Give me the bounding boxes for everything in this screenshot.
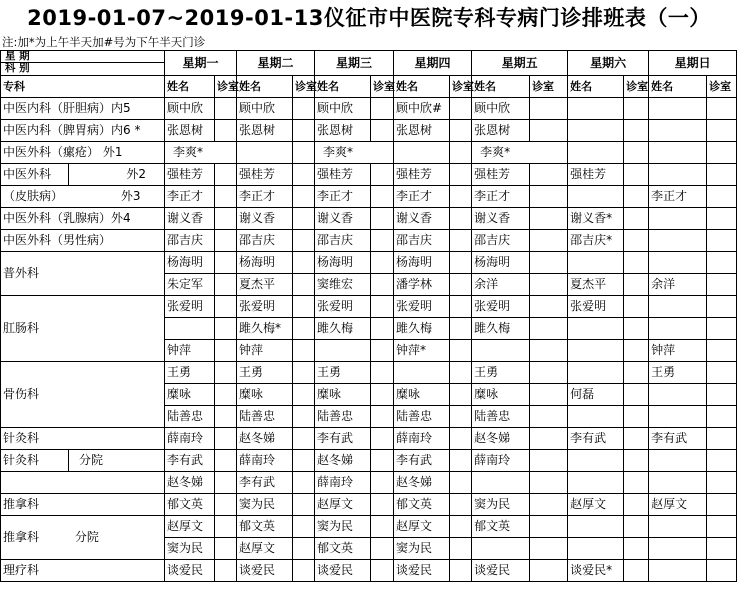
table-row — [1, 296, 737, 318]
schedule-table — [0, 50, 737, 582]
doctor-cell: 赵厚文 — [165, 516, 215, 538]
doctor-cell: 谢义香* — [568, 208, 624, 230]
doctor-cell: 余洋 — [649, 274, 707, 296]
header-days-row — [1, 51, 737, 76]
doctor-cell: 强桂芳 — [315, 164, 371, 186]
dept-cell: 针灸科 — [1, 450, 69, 472]
room-header: 诊室 — [450, 76, 472, 98]
dept-branch: 分院 — [74, 530, 99, 544]
doctor-cell: 杨海明 — [472, 252, 530, 274]
doctor-cell: 窦为民 — [165, 538, 215, 560]
doctor-cell: 薛南玲 — [165, 428, 215, 450]
doctor-cell: 何磊 — [568, 384, 624, 406]
doctor-cell: 顾中欣# — [394, 98, 450, 120]
doctor-cell: 杨海明 — [165, 252, 215, 274]
header-corner — [1, 51, 165, 76]
doctor-cell: 朱定军 — [165, 274, 215, 296]
header-subcolumns-row — [1, 76, 737, 98]
doctor-cell: 李有武 — [315, 428, 371, 450]
dept-cell — [1, 516, 165, 560]
doctor-cell: 窦为民 — [237, 494, 293, 516]
table-row — [1, 142, 737, 164]
doctor-cell: 郁文英 — [315, 538, 371, 560]
dept-room: 外3 — [120, 189, 141, 203]
name-header: 姓名 — [394, 76, 450, 98]
doctor-cell: 邵吉庆 — [315, 230, 371, 252]
dept-label: 推拿科 — [3, 530, 40, 544]
doctor-cell: 谢义香 — [165, 208, 215, 230]
doctor-cell: 糜咏 — [315, 384, 371, 406]
doctor-cell: 陆善忠 — [165, 406, 215, 428]
schedule-note: 注:加*为上午半天加#号为下午半天门诊 — [2, 35, 206, 49]
table-row — [1, 252, 737, 274]
dept-cell: 中医外科 — [1, 164, 69, 186]
doctor-cell: 谈爱民 — [237, 560, 293, 582]
doctor-cell: 李正才 — [472, 186, 530, 208]
doctor-cell: 王勇 — [315, 362, 371, 384]
doctor-cell: 陆善忠 — [237, 406, 293, 428]
doctor-cell: 赵厚文 — [237, 538, 293, 560]
table-row — [1, 186, 737, 208]
doctor-cell: 谈爱民 — [472, 560, 530, 582]
dept-cell: 针灸科 — [1, 428, 165, 450]
doctor-cell: 窦为民 — [394, 538, 450, 560]
doctor-cell: 王勇 — [472, 362, 530, 384]
day-saturday: 星期六 — [568, 51, 649, 76]
room-header: 诊室 — [530, 76, 568, 98]
doctor-cell: 王勇 — [165, 362, 215, 384]
doctor-cell: 邵吉庆 — [165, 230, 215, 252]
doctor-cell: 张恩树 — [165, 120, 215, 142]
doctor-cell: 邵吉庆 — [237, 230, 293, 252]
doctor-cell: 窦为民 — [315, 516, 371, 538]
day-friday: 星期五 — [472, 51, 568, 76]
doctor-cell: 李正才 — [315, 186, 371, 208]
doctor-cell: 顾中欣 — [315, 98, 371, 120]
room-header: 诊室 — [371, 76, 394, 98]
doctor-cell: 李正才 — [394, 186, 450, 208]
doctor-cell: 夏杰平 — [568, 274, 624, 296]
doctor-cell: 谢义香 — [237, 208, 293, 230]
dept-cell: 理疗科 — [1, 560, 165, 582]
day-tuesday: 星期二 — [237, 51, 315, 76]
doctor-cell: 张爱明 — [237, 296, 293, 318]
dept-cell: 中医外科（瘰疮） 外1 — [1, 142, 165, 164]
doctor-cell: 李正才 — [165, 186, 215, 208]
doctor-cell: 张爱明 — [315, 296, 371, 318]
dept-cell: 中医内科（肝胆病）内5 — [1, 98, 165, 120]
table-row — [1, 98, 737, 120]
doctor-cell: 邵吉庆 — [472, 230, 530, 252]
specialty-header: 专科 — [1, 76, 165, 98]
doctor-cell: 强桂芳 — [237, 164, 293, 186]
room-header: 诊室 — [624, 76, 649, 98]
doctor-cell: 谢义香 — [472, 208, 530, 230]
doctor-cell: 糜咏 — [237, 384, 293, 406]
doctor-cell: 王勇 — [649, 362, 707, 384]
doctor-cell: 李爽* — [472, 142, 568, 164]
corner-dept-label: 科 别 — [5, 62, 30, 74]
doctor-cell: 窦维宏 — [315, 274, 371, 296]
dept-sub-cell: 外2 — [69, 164, 165, 186]
table-row — [1, 560, 737, 582]
doctor-cell: 张恩树 — [472, 120, 530, 142]
doctor-cell: 李有武 — [394, 450, 450, 472]
doctor-cell: 钟萍 — [165, 340, 215, 362]
corner-weekday-label: 星 期 — [5, 50, 30, 62]
doctor-cell: 钟萍* — [394, 340, 450, 362]
doctor-cell: 李正才 — [237, 186, 293, 208]
doctor-cell: 雎久梅 — [472, 318, 530, 340]
table-row — [1, 120, 737, 142]
doctor-cell: 张爱明 — [165, 296, 215, 318]
doctor-cell: 邵吉庆* — [568, 230, 624, 252]
doctor-cell: 雎久梅* — [237, 318, 293, 340]
dept-cell: 肛肠科 — [1, 296, 165, 362]
doctor-cell: 郁文英 — [165, 494, 215, 516]
doctor-cell: 强桂芳 — [394, 164, 450, 186]
dept-cell: 中医外科（乳腺病）外4 — [1, 208, 165, 230]
doctor-cell: 赵冬娣 — [315, 450, 371, 472]
doctor-cell: 陆善忠 — [472, 406, 530, 428]
doctor-cell: 余洋 — [472, 274, 530, 296]
doctor-cell: 张恩树 — [237, 120, 293, 142]
doctor-cell: 赵厚文 — [315, 494, 371, 516]
doctor-cell: 张恩树 — [394, 120, 450, 142]
doctor-cell: 李有武 — [568, 428, 624, 450]
day-wednesday: 星期三 — [315, 51, 394, 76]
doctor-cell: 张爱明 — [394, 296, 450, 318]
day-sunday: 星期日 — [649, 51, 737, 76]
room-header: 诊室 — [707, 76, 737, 98]
doctor-cell: 雎久梅 — [315, 318, 371, 340]
table-row — [1, 428, 737, 450]
doctor-cell: 谢义香 — [394, 208, 450, 230]
doctor-cell: 邵吉庆 — [394, 230, 450, 252]
table-row — [1, 362, 737, 384]
doctor-cell: 谈爱民 — [165, 560, 215, 582]
room-header: 诊室 — [215, 76, 237, 98]
doctor-cell: 谈爱民 — [394, 560, 450, 582]
table-row — [1, 494, 737, 516]
day-monday: 星期一 — [165, 51, 237, 76]
dept-cell: 中医内科（脾胃病）内6 * — [1, 120, 165, 142]
doctor-cell: 赵冬娣 — [165, 472, 215, 494]
doctor-cell: 郁文英 — [237, 516, 293, 538]
doctor-cell: 赵冬娣 — [394, 472, 450, 494]
doctor-cell: 顾中欣 — [165, 98, 215, 120]
table-row — [1, 230, 737, 252]
name-header: 姓名 — [165, 76, 215, 98]
page-title: 2019-01-07~2019-01-13仪征市中医院专科专病门诊排班表（一） — [27, 6, 711, 30]
dept-cell: 中医外科（男性病） — [1, 230, 165, 252]
doctor-cell: 李有武 — [237, 472, 293, 494]
doctor-cell: 钟萍 — [237, 340, 293, 362]
dept-cell: 推拿科 — [1, 494, 165, 516]
doctor-cell: 窦为民 — [472, 494, 530, 516]
day-thursday: 星期四 — [394, 51, 472, 76]
table-row — [1, 516, 737, 538]
doctor-cell: 谢义香 — [315, 208, 371, 230]
doctor-cell: 糜咏 — [472, 384, 530, 406]
doctor-cell: 顾中欣 — [472, 98, 530, 120]
doctor-cell: 夏杰平 — [237, 274, 293, 296]
doctor-cell: 杨海明 — [394, 252, 450, 274]
doctor-cell: 陆善忠 — [315, 406, 371, 428]
doctor-cell: 雎久梅 — [394, 318, 450, 340]
doctor-cell: 薛南玲 — [237, 450, 293, 472]
name-header: 姓名 — [568, 76, 624, 98]
doctor-cell: 张爱明 — [568, 296, 624, 318]
doctor-cell: 谈爱民 — [315, 560, 371, 582]
doctor-cell: 强桂芳 — [568, 164, 624, 186]
dept-label: （皮肤病） — [3, 189, 64, 203]
doctor-cell: 强桂芳 — [472, 164, 530, 186]
name-header: 姓名 — [649, 76, 707, 98]
doctor-cell: 李有武 — [649, 428, 707, 450]
doctor-cell: 李正才 — [649, 186, 707, 208]
doctor-cell: 薛南玲 — [394, 428, 450, 450]
doctor-cell: 杨海明 — [237, 252, 293, 274]
doctor-cell: 糜咏 — [394, 384, 450, 406]
name-header: 姓名 — [237, 76, 293, 98]
dept-cell: 普外科 — [1, 252, 165, 296]
doctor-cell: 潘学林 — [394, 274, 450, 296]
doctor-cell: 李有武 — [165, 450, 215, 472]
doctor-cell: 赵厚文 — [649, 494, 707, 516]
doctor-cell: 强桂芳 — [165, 164, 215, 186]
table-row — [1, 208, 737, 230]
doctor-cell: 顾中欣 — [237, 98, 293, 120]
doctor-cell: 张爱明 — [472, 296, 530, 318]
dept-sub-cell: 分院 — [69, 450, 165, 472]
doctor-cell: 糜咏 — [165, 384, 215, 406]
dept-cell: 骨伤科 — [1, 362, 165, 428]
table-row — [1, 472, 737, 494]
doctor-cell: 钟萍 — [649, 340, 707, 362]
table-row — [1, 450, 737, 472]
doctor-cell: 陆善忠 — [394, 406, 450, 428]
doctor-cell: 李爽* — [315, 142, 394, 164]
room-header: 诊室 — [293, 76, 315, 98]
name-header: 姓名 — [472, 76, 530, 98]
doctor-cell: 李爽* — [165, 142, 237, 164]
name-header: 姓名 — [315, 76, 371, 98]
doctor-cell: 张恩树 — [315, 120, 371, 142]
doctor-cell: 王勇 — [237, 362, 293, 384]
doctor-cell: 赵冬娣 — [472, 428, 530, 450]
doctor-cell: 谈爱民* — [568, 560, 624, 582]
table-row — [1, 164, 737, 186]
doctor-cell: 赵厚文 — [394, 516, 450, 538]
doctor-cell: 薛南玲 — [472, 450, 530, 472]
dept-cell — [1, 186, 165, 208]
doctor-cell: 薛南玲 — [315, 472, 371, 494]
doctor-cell: 杨海明 — [315, 252, 371, 274]
doctor-cell: 赵冬娣 — [237, 428, 293, 450]
doctor-cell: 赵厚文 — [568, 494, 624, 516]
doctor-cell: 郁文英 — [472, 516, 530, 538]
doctor-cell: 郁文英 — [394, 494, 450, 516]
